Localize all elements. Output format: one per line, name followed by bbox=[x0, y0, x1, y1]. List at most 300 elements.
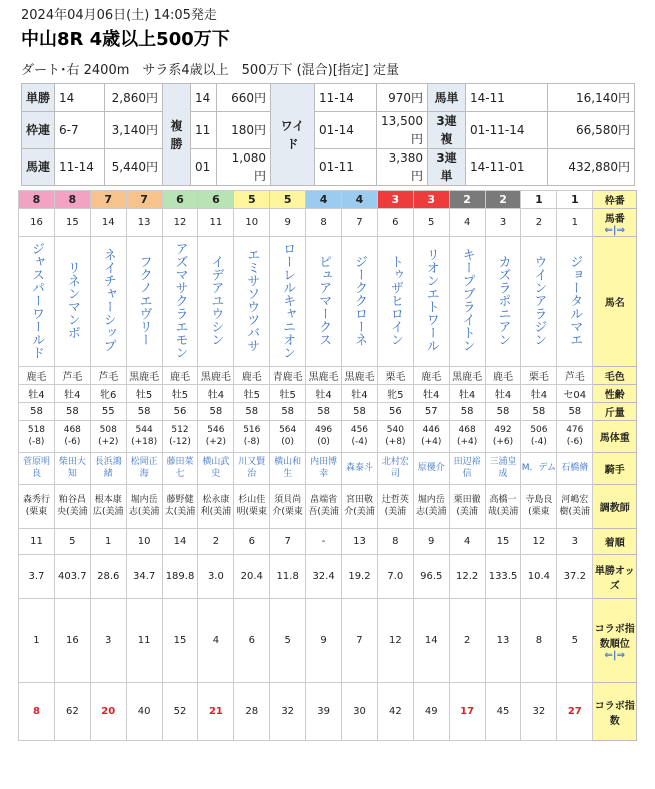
bodyweight-value: 512 bbox=[171, 425, 189, 436]
payout-amt-umaren: 5,440円 bbox=[105, 149, 163, 186]
rank-cell: 12 bbox=[377, 599, 413, 683]
payout-row bbox=[22, 84, 635, 112]
row-header-label: コラボ指数順位 bbox=[594, 624, 635, 650]
coat-cell: 黒鹿毛 bbox=[306, 367, 342, 385]
bodyweight-diff: (+4) bbox=[421, 436, 442, 447]
row-header-label: コラボ指数 bbox=[594, 700, 635, 727]
trainer-cell: 宮田敬介(美浦 bbox=[342, 485, 378, 529]
jockey-link[interactable]: 田辺裕信 bbox=[449, 453, 485, 485]
trainer-cell: 杉山佳明(栗東 bbox=[234, 485, 270, 529]
odds-cell: 20.4 bbox=[234, 555, 270, 599]
jockey-link[interactable]: 藤田菜七 bbox=[162, 453, 198, 485]
waku-cell: 8 bbox=[54, 191, 90, 209]
payout-amt-fukusho: 660円 bbox=[217, 84, 271, 112]
waku-cell: 1 bbox=[521, 191, 557, 209]
odds-cell: 19.2 bbox=[342, 555, 378, 599]
weight-cell: 58 bbox=[485, 403, 521, 421]
payout-num-wide: 01-11 bbox=[315, 149, 377, 186]
waku-cell: 7 bbox=[126, 191, 162, 209]
finish-cell: 13 bbox=[342, 529, 378, 555]
umaban-cell: 10 bbox=[234, 209, 270, 237]
waku-cell: 5 bbox=[234, 191, 270, 209]
weight-cell: 58 bbox=[449, 403, 485, 421]
horse-name-cell[interactable] bbox=[162, 237, 198, 367]
payout-label-sanrenpuku: 3連複 bbox=[428, 112, 466, 149]
jockey-link[interactable]: 松岡正海 bbox=[126, 453, 162, 485]
weight-cell: 55 bbox=[90, 403, 126, 421]
row-umaban bbox=[19, 209, 637, 237]
horse-name-cell[interactable] bbox=[54, 237, 90, 367]
bodyweight-diff: (-8) bbox=[243, 436, 260, 447]
finish-cell: 11 bbox=[19, 529, 55, 555]
trainer-cell: 須貝尚介(栗東 bbox=[270, 485, 306, 529]
horse-name-cell[interactable] bbox=[306, 237, 342, 367]
rank-cell: 11 bbox=[126, 599, 162, 683]
horse-name-link[interactable]: ネイチャーシップ bbox=[100, 248, 116, 352]
bodyweight-diff: (-12) bbox=[169, 436, 191, 447]
sexage-cell: 牡4 bbox=[54, 385, 90, 403]
bodyweight-value: 456 bbox=[350, 425, 369, 436]
odds-cell: 28.6 bbox=[90, 555, 126, 599]
payout-num-umaren: 11-14 bbox=[55, 149, 105, 186]
sexage-cell: 牡4 bbox=[342, 385, 378, 403]
payout-amt-wide: 13,500円 bbox=[377, 112, 428, 149]
collab-index-cell: 45 bbox=[485, 683, 521, 741]
collab-index-cell: 42 bbox=[377, 683, 413, 741]
umaban-cell: 15 bbox=[54, 209, 90, 237]
horse-name-link[interactable]: ジョータルマエ bbox=[567, 254, 583, 346]
umaban-cell: 5 bbox=[413, 209, 449, 237]
bodyweight-cell bbox=[485, 421, 521, 453]
coat-cell: 黒鹿毛 bbox=[342, 367, 378, 385]
payout-num-sanrentan: 14-11-01 bbox=[466, 149, 548, 186]
collab-index-cell: 8 bbox=[19, 683, 55, 741]
horse-name-cell[interactable] bbox=[19, 237, 55, 367]
horse-name-link[interactable]: ピュアマークス bbox=[316, 254, 332, 346]
coat-cell: 青鹿毛 bbox=[270, 367, 306, 385]
rank-cell: 16 bbox=[54, 599, 90, 683]
bodyweight-diff: (+2) bbox=[205, 436, 227, 447]
bodyweight-diff: (0) bbox=[281, 436, 295, 447]
coat-cell: 芦毛 bbox=[90, 367, 126, 385]
horse-name-link[interactable]: カズラポニアン bbox=[495, 254, 511, 346]
odds-cell: 7.0 bbox=[377, 555, 413, 599]
trainer-cell: 堀内岳志(美浦 bbox=[413, 485, 449, 529]
umaban-cell: 11 bbox=[198, 209, 234, 237]
jockey-link[interactable]: 北村宏司 bbox=[377, 453, 413, 485]
horse-name-cell[interactable] bbox=[413, 237, 449, 367]
row-header-label: 着順 bbox=[604, 538, 625, 549]
payout-num-fukusho: 14 bbox=[191, 84, 217, 112]
finish-cell: 2 bbox=[198, 529, 234, 555]
horse-name-cell[interactable] bbox=[557, 237, 593, 367]
row-header-waku bbox=[593, 191, 637, 209]
rank-cell: 2 bbox=[449, 599, 485, 683]
jockey-link[interactable]: 森泰斗 bbox=[342, 453, 378, 485]
trainer-cell: 寺島良(栗東 bbox=[521, 485, 557, 529]
coat-cell: 鹿毛 bbox=[413, 367, 449, 385]
bodyweight-cell bbox=[449, 421, 485, 453]
umaban-cell: 14 bbox=[90, 209, 126, 237]
waku-cell: 6 bbox=[198, 191, 234, 209]
bodyweight-cell bbox=[90, 421, 126, 453]
row-sexage bbox=[19, 385, 637, 403]
jockey-link[interactable]: 内田博幸 bbox=[306, 453, 342, 485]
horse-name-link[interactable]: フクノエヴリー bbox=[136, 254, 152, 346]
bodyweight-value: 516 bbox=[243, 425, 261, 436]
row-coat bbox=[19, 367, 637, 385]
weight-cell: 58 bbox=[126, 403, 162, 421]
row-waku bbox=[19, 191, 637, 209]
odds-cell: 32.4 bbox=[306, 555, 342, 599]
entry-table bbox=[18, 190, 637, 741]
horse-name-cell[interactable] bbox=[485, 237, 521, 367]
payout-label-wakuren: 枠連 bbox=[22, 112, 55, 149]
weight-cell: 58 bbox=[19, 403, 55, 421]
odds-cell: 12.2 bbox=[449, 555, 485, 599]
bodyweight-value: 546 bbox=[207, 425, 225, 436]
umaban-cell: 6 bbox=[377, 209, 413, 237]
finish-cell: 14 bbox=[162, 529, 198, 555]
row-collab bbox=[19, 683, 637, 741]
horse-name-link[interactable]: ジーククローネ bbox=[351, 254, 367, 346]
sexage-cell: 牡4 bbox=[521, 385, 557, 403]
finish-cell: 10 bbox=[126, 529, 162, 555]
bodyweight-diff: (+2) bbox=[98, 436, 119, 447]
payout-label-umatan: 馬単 bbox=[428, 84, 466, 112]
sort-arrows-icon[interactable]: ⇐|⇒ bbox=[604, 224, 625, 236]
odds-cell: 3.0 bbox=[198, 555, 234, 599]
collab-index-cell: 27 bbox=[557, 683, 593, 741]
row-name bbox=[19, 237, 637, 367]
coat-cell: 黒鹿毛 bbox=[126, 367, 162, 385]
rank-cell: 7 bbox=[342, 599, 378, 683]
collab-index-cell: 17 bbox=[449, 683, 485, 741]
horse-name-link[interactable]: エミサソウツバサ bbox=[244, 248, 260, 352]
row-header-odds bbox=[593, 555, 637, 599]
horse-name-cell[interactable] bbox=[521, 237, 557, 367]
odds-cell: 10.4 bbox=[521, 555, 557, 599]
waku-cell: 5 bbox=[270, 191, 306, 209]
bodyweight-value: 518 bbox=[27, 425, 46, 436]
payout-label-fukusho: 複勝 bbox=[163, 84, 191, 186]
payout-num-wide: 11-14 bbox=[315, 84, 377, 112]
coat-cell: 鹿毛 bbox=[485, 367, 521, 385]
payout-amt-sanrenpuku: 66,580円 bbox=[548, 112, 635, 149]
sort-arrows-icon[interactable]: ⇐|⇒ bbox=[604, 650, 625, 661]
sexage-cell: 牡5 bbox=[126, 385, 162, 403]
horse-name-link[interactable]: イデアユウシン bbox=[208, 254, 224, 346]
row-header-bw bbox=[593, 421, 637, 453]
payout-amt-fukusho: 1,080円 bbox=[217, 149, 271, 186]
bodyweight-diff: (+8) bbox=[385, 436, 406, 447]
rank-cell: 6 bbox=[234, 599, 270, 683]
rank-cell: 1 bbox=[19, 599, 55, 683]
umaban-cell: 3 bbox=[485, 209, 521, 237]
odds-cell: 133.5 bbox=[485, 555, 521, 599]
row-header-collab bbox=[593, 683, 637, 741]
trainer-cell: 松永康利(美浦 bbox=[198, 485, 234, 529]
waku-cell: 6 bbox=[162, 191, 198, 209]
horse-name-link[interactable]: キープブライトン bbox=[459, 248, 475, 352]
bodyweight-cell bbox=[270, 421, 306, 453]
trainer-cell: 堀内岳志(美浦 bbox=[126, 485, 162, 529]
waku-cell: 1 bbox=[557, 191, 593, 209]
collab-index-cell: 32 bbox=[521, 683, 557, 741]
weight-cell: 58 bbox=[521, 403, 557, 421]
bodyweight-cell bbox=[198, 421, 234, 453]
horse-name-cell[interactable] bbox=[126, 237, 162, 367]
trainer-cell: 藤野健太(美浦 bbox=[162, 485, 198, 529]
weight-cell: 58 bbox=[557, 403, 593, 421]
row-header-trainer bbox=[593, 485, 637, 529]
finish-cell: 8 bbox=[377, 529, 413, 555]
bodyweight-value: 446 bbox=[422, 425, 440, 436]
bodyweight-cell bbox=[306, 421, 342, 453]
jockey-link[interactable]: 柴田大知 bbox=[54, 453, 90, 485]
bodyweight-diff: (-6) bbox=[566, 436, 583, 447]
finish-cell: 15 bbox=[485, 529, 521, 555]
weight-cell: 57 bbox=[413, 403, 449, 421]
payout-amt-sanrentan: 432,880円 bbox=[548, 149, 635, 186]
jockey-link[interactable]: 石橋脩 bbox=[557, 453, 593, 485]
horse-name-link[interactable]: ウインアラジン bbox=[531, 254, 547, 346]
row-weight bbox=[19, 403, 637, 421]
coat-cell: 黒鹿毛 bbox=[449, 367, 485, 385]
odds-cell: 403.7 bbox=[54, 555, 90, 599]
row-header-umaban bbox=[593, 209, 637, 237]
row-header-label: 騎手 bbox=[604, 465, 625, 476]
sexage-cell: 牝6 bbox=[90, 385, 126, 403]
sexage-cell: 牡4 bbox=[306, 385, 342, 403]
bodyweight-cell bbox=[413, 421, 449, 453]
row-header-label: 単勝オッズ bbox=[594, 565, 635, 592]
horse-name-cell[interactable] bbox=[90, 237, 126, 367]
bodyweight-value: 476 bbox=[566, 425, 584, 436]
collab-index-cell: 28 bbox=[234, 683, 270, 741]
row-header-label: 斤量 bbox=[604, 408, 625, 419]
payout-amt-umatan: 16,140円 bbox=[548, 84, 635, 112]
payout-amt-tansho: 2,860円 bbox=[105, 84, 163, 112]
bodyweight-value: 540 bbox=[386, 425, 404, 436]
horse-name-link[interactable]: リネンマンボ bbox=[64, 261, 80, 339]
waku-cell: 7 bbox=[90, 191, 126, 209]
sexage-cell: 牝5 bbox=[377, 385, 413, 403]
coat-cell: 黒鹿毛 bbox=[198, 367, 234, 385]
payout-num-wakuren: 6-7 bbox=[55, 112, 105, 149]
bodyweight-diff: (+6) bbox=[492, 436, 514, 447]
jockey-link[interactable]: 原優介 bbox=[413, 453, 449, 485]
horse-name-cell[interactable] bbox=[377, 237, 413, 367]
row-header-label: 馬名 bbox=[604, 298, 625, 309]
umaban-cell: 16 bbox=[19, 209, 55, 237]
finish-cell: 7 bbox=[270, 529, 306, 555]
row-header-jockey bbox=[593, 453, 637, 485]
bodyweight-cell bbox=[521, 421, 557, 453]
payout-num-tansho: 14 bbox=[55, 84, 105, 112]
weight-cell: 58 bbox=[306, 403, 342, 421]
bodyweight-diff: (+18) bbox=[131, 436, 158, 447]
payout-num-fukusho: 01 bbox=[191, 149, 217, 186]
sexage-cell: 牡4 bbox=[485, 385, 521, 403]
jockey-link[interactable]: 長浜鴻緒 bbox=[90, 453, 126, 485]
bodyweight-value: 506 bbox=[530, 425, 548, 436]
weight-cell: 58 bbox=[198, 403, 234, 421]
collab-index-cell: 49 bbox=[413, 683, 449, 741]
bodyweight-value: 508 bbox=[99, 425, 117, 436]
bodyweight-value: 468 bbox=[63, 425, 81, 436]
collab-index-cell: 32 bbox=[270, 683, 306, 741]
payout-amt-fukusho: 180円 bbox=[217, 112, 271, 149]
horse-name-cell[interactable] bbox=[234, 237, 270, 367]
sexage-cell: セ04 bbox=[557, 385, 593, 403]
finish-cell: 3 bbox=[557, 529, 593, 555]
rank-cell: 9 bbox=[306, 599, 342, 683]
trainer-cell: 高橋一哉(美浦 bbox=[485, 485, 521, 529]
payout-label-umaren: 馬連 bbox=[22, 149, 55, 186]
coat-cell: 芦毛 bbox=[54, 367, 90, 385]
trainer-cell: 河嶋宏樹(美浦 bbox=[557, 485, 593, 529]
odds-cell: 34.7 bbox=[126, 555, 162, 599]
race-date: 2024年04月06日(土) 14:05発走 bbox=[21, 8, 217, 23]
payout-row bbox=[22, 149, 635, 186]
collab-index-cell: 40 bbox=[126, 683, 162, 741]
rank-cell: 5 bbox=[270, 599, 306, 683]
finish-cell: 12 bbox=[521, 529, 557, 555]
finish-cell: 1 bbox=[90, 529, 126, 555]
bodyweight-diff: (-6) bbox=[64, 436, 81, 447]
waku-cell: 2 bbox=[485, 191, 521, 209]
horse-name-link[interactable]: リオンエトワール bbox=[423, 248, 439, 352]
bodyweight-diff: (-8) bbox=[28, 436, 45, 447]
horse-name-cell[interactable] bbox=[449, 237, 485, 367]
sexage-cell: 牡5 bbox=[234, 385, 270, 403]
row-header-rank bbox=[593, 599, 637, 683]
umaban-cell: 13 bbox=[126, 209, 162, 237]
horse-name-link[interactable]: アズマサクラエモン bbox=[172, 241, 188, 359]
horse-name-link[interactable]: ローレルキャニオン bbox=[280, 241, 296, 359]
bodyweight-value: 492 bbox=[494, 425, 512, 436]
bodyweight-diff: (+4) bbox=[456, 436, 478, 447]
odds-cell: 3.7 bbox=[19, 555, 55, 599]
coat-cell: 鹿毛 bbox=[162, 367, 198, 385]
sexage-cell: 牡5 bbox=[270, 385, 306, 403]
bodyweight-value: 564 bbox=[279, 425, 297, 436]
sexage-cell: 牡4 bbox=[198, 385, 234, 403]
rank-cell: 14 bbox=[413, 599, 449, 683]
finish-cell: 4 bbox=[449, 529, 485, 555]
bodyweight-value: 468 bbox=[458, 425, 476, 436]
waku-cell: 2 bbox=[449, 191, 485, 209]
row-jockey bbox=[19, 453, 637, 485]
bodyweight-cell bbox=[234, 421, 270, 453]
jockey-link[interactable]: 横山和生 bbox=[270, 453, 306, 485]
row-bw bbox=[19, 421, 637, 453]
waku-cell: 3 bbox=[413, 191, 449, 209]
payout-label-tansho: 単勝 bbox=[22, 84, 55, 112]
rank-cell: 13 bbox=[485, 599, 521, 683]
trainer-cell: 粕谷昌央(美浦 bbox=[54, 485, 90, 529]
umaban-cell: 2 bbox=[521, 209, 557, 237]
trainer-cell: 栗田徹(美浦 bbox=[449, 485, 485, 529]
coat-cell: 栗毛 bbox=[521, 367, 557, 385]
bodyweight-cell bbox=[54, 421, 90, 453]
jockey-link[interactable]: 三浦皇成 bbox=[485, 453, 521, 485]
payout-amt-wide: 970円 bbox=[377, 84, 428, 112]
waku-cell: 4 bbox=[342, 191, 378, 209]
sexage-cell: 牡4 bbox=[413, 385, 449, 403]
jockey-link[interactable]: 川又賢治 bbox=[234, 453, 270, 485]
payout-table bbox=[21, 83, 635, 186]
payout-num-umatan: 14-11 bbox=[466, 84, 548, 112]
rank-cell: 5 bbox=[557, 599, 593, 683]
bodyweight-value: 544 bbox=[135, 425, 153, 436]
row-header-label: 毛色 bbox=[604, 372, 625, 383]
finish-cell: 6 bbox=[234, 529, 270, 555]
race-title: 中山8R 4歳以上500万下 bbox=[21, 29, 230, 50]
weight-cell: 58 bbox=[270, 403, 306, 421]
rank-cell: 4 bbox=[198, 599, 234, 683]
row-header-label: 馬体重 bbox=[599, 433, 630, 444]
row-header-label: 調教師 bbox=[599, 503, 630, 514]
row-finish bbox=[19, 529, 637, 555]
row-header-weight bbox=[593, 403, 637, 421]
row-rank bbox=[19, 599, 637, 683]
sexage-cell: 牡4 bbox=[449, 385, 485, 403]
collab-index-cell: 52 bbox=[162, 683, 198, 741]
row-header-name bbox=[593, 237, 637, 367]
finish-cell: 9 bbox=[413, 529, 449, 555]
horse-name-link[interactable]: ジャスパーワールド bbox=[28, 241, 44, 359]
horse-name-cell[interactable] bbox=[270, 237, 306, 367]
horse-name-link[interactable]: トゥザヒロイン bbox=[387, 254, 403, 346]
weight-cell: 58 bbox=[234, 403, 270, 421]
rank-cell: 15 bbox=[162, 599, 198, 683]
collab-index-cell: 62 bbox=[54, 683, 90, 741]
bodyweight-cell bbox=[342, 421, 378, 453]
odds-cell: 11.8 bbox=[270, 555, 306, 599]
trainer-cell: 畠端省吾(美浦 bbox=[306, 485, 342, 529]
payout-num-wide: 01-14 bbox=[315, 112, 377, 149]
rank-cell: 8 bbox=[521, 599, 557, 683]
race-conditions: ダート･右 2400m サラ系4歳以上 500万下 (混合)[指定] 定量 bbox=[21, 63, 400, 78]
jockey-link[interactable]: M．デム bbox=[521, 453, 557, 485]
weight-cell: 58 bbox=[342, 403, 378, 421]
bodyweight-cell bbox=[162, 421, 198, 453]
waku-cell: 8 bbox=[19, 191, 55, 209]
bodyweight-cell bbox=[19, 421, 55, 453]
row-header-label: 馬番 bbox=[604, 213, 625, 225]
horse-name-cell[interactable] bbox=[342, 237, 378, 367]
coat-cell: 芦毛 bbox=[557, 367, 593, 385]
odds-cell: 96.5 bbox=[413, 555, 449, 599]
bodyweight-diff: (-4) bbox=[351, 436, 368, 447]
payout-row bbox=[22, 112, 635, 149]
coat-cell: 鹿毛 bbox=[19, 367, 55, 385]
weight-cell: 56 bbox=[162, 403, 198, 421]
collab-index-cell: 39 bbox=[306, 683, 342, 741]
row-header-label: 枠番 bbox=[604, 196, 625, 207]
horse-name-cell[interactable] bbox=[198, 237, 234, 367]
jockey-link[interactable]: 横山武史 bbox=[198, 453, 234, 485]
payout-num-fukusho: 11 bbox=[191, 112, 217, 149]
umaban-cell: 12 bbox=[162, 209, 198, 237]
weight-cell: 56 bbox=[377, 403, 413, 421]
jockey-link[interactable]: 菅原明良 bbox=[19, 453, 55, 485]
umaban-cell: 8 bbox=[306, 209, 342, 237]
weight-cell: 58 bbox=[54, 403, 90, 421]
row-header-finish bbox=[593, 529, 637, 555]
